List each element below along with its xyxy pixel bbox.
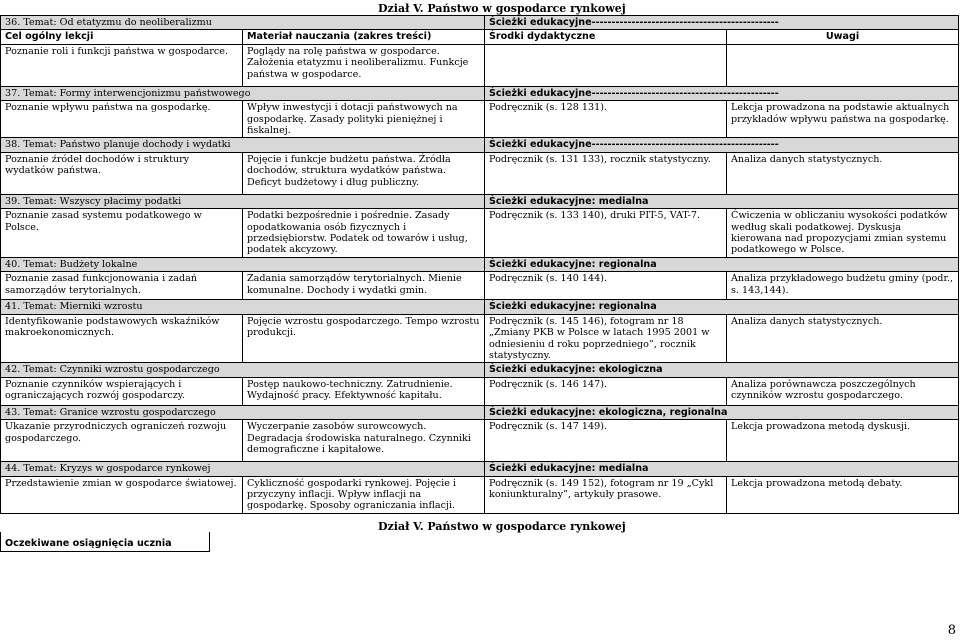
lesson-title: [1, 462, 485, 476]
lesson-notes: Analiza przykładowego budżetu gminy (podr., s. 143,144).: [727, 272, 959, 300]
education-paths: Ścieżki edukacyjne: ekologiczna: [485, 363, 959, 377]
lesson-content-row: [1, 44, 959, 86]
lesson-content-row: [1, 209, 959, 258]
lesson-notes: Ćwiczenia w obliczaniu wysokości podatków według skali podatkowej. Dyskusja kierowana nad propozycjami zmian systemu podatkowego w Polsce.: [727, 209, 959, 258]
lesson-number: 44.: [5, 463, 21, 475]
lesson-number: 42.: [5, 364, 21, 376]
section-header-top: Dział V. Państwo w gospodarce rynkowej: [378, 2, 626, 15]
lesson-topic-row: [1, 462, 959, 476]
lesson-notes: [727, 44, 959, 86]
lesson-number: 38.: [5, 139, 21, 151]
expected-outcomes-label: Oczekiwane osiągnięcia ucznia: [0, 532, 210, 552]
lesson-material: Zadania samorządów terytorialnych. Mienie komunalne. Dochody i wydatki gmin.: [243, 272, 485, 300]
lesson-notes: Analiza porównawcza poszczególnych czynników wzrostu gospodarczego.: [727, 377, 959, 405]
lesson-number: 39.: [5, 195, 21, 207]
lesson-topic-row: [1, 194, 959, 208]
lesson-number: 43.: [5, 406, 21, 418]
lesson-topic-row: [1, 16, 959, 30]
lesson-means: Podręcznik (s. 133 140), druki PIT-5, VAT-7.: [485, 209, 727, 258]
lesson-means: Podręcznik (s. 146 147).: [485, 377, 727, 405]
lesson-goal: Identyfikowanie podstawowych wskaźników makroekonomicznych.: [1, 314, 243, 363]
lesson-title: [1, 257, 485, 271]
lesson-material: Wpływ inwestycji i dotacji państwowych na gospodarkę. Zasady polityki pieniężnej i fiskalnej.: [243, 101, 485, 138]
column-header-row: [1, 30, 959, 44]
lesson-title-text: Temat: Kryzys w gospodarce rynkowej: [23, 463, 211, 475]
education-paths: Ścieżki edukacyjne: medialna: [485, 462, 959, 476]
lesson-means: Podręcznik (s. 147 149).: [485, 420, 727, 462]
lesson-means: Podręcznik (s. 140 144).: [485, 272, 727, 300]
column-header-goal: Cel ogólny lekcji: [1, 30, 243, 44]
lesson-title: [1, 194, 485, 208]
lesson-content-row: [1, 272, 959, 300]
lesson-goal: Ukazanie przyrodniczych ograniczeń rozwoju gospodarczego.: [1, 420, 243, 462]
column-header-material: Materiał nauczania (zakres treści): [243, 30, 485, 44]
lesson-title: [1, 138, 485, 152]
lesson-number: 40.: [5, 258, 21, 270]
lesson-material: Postęp naukowo-techniczny. Zatrudnienie. Wydajność pracy. Efektywność kapitału.: [243, 377, 485, 405]
lesson-material: Pojęcie wzrostu gospodarczego. Tempo wzrostu produkcji.: [243, 314, 485, 363]
lesson-goal: Poznanie wpływu państwa na gospodarkę.: [1, 101, 243, 138]
section-header-bottom: Dział V. Państwo w gospodarce rynkowej: [378, 520, 626, 533]
lesson-means: [485, 44, 727, 86]
lesson-notes: Lekcja prowadzona na podstawie aktualnych przykładów wpływu państwa na gospodarkę.: [727, 101, 959, 138]
lesson-notes: Lekcja prowadzona metodą debaty.: [727, 476, 959, 513]
lesson-title-text: Temat: Mierniki wzrostu: [23, 301, 143, 313]
lesson-plan-body: [1, 16, 959, 514]
lesson-topic-row: [1, 405, 959, 419]
lesson-topic-row: [1, 300, 959, 314]
lesson-notes: Lekcja prowadzona metodą dyskusji.: [727, 420, 959, 462]
lesson-goal: Poznanie czynników wspierających i ograniczających rozwój gospodarczy.: [1, 377, 243, 405]
lesson-title-text: Temat: Granice wzrostu gospodarczego: [23, 406, 216, 418]
lesson-content-row: [1, 420, 959, 462]
lesson-notes: Analiza danych statystycznych.: [727, 152, 959, 194]
lesson-material: Cykliczność gospodarki rynkowej. Pojęcie i przyczyny inflacji. Wpływ inflacji na gospodarkę. Sposoby ograniczania inflacji.: [243, 476, 485, 513]
lesson-number: 37.: [5, 87, 21, 99]
lesson-topic-row: [1, 363, 959, 377]
lesson-number: 36.: [5, 17, 21, 28]
education-paths: Ścieżki edukacyjne-----------------------------------------------: [485, 16, 959, 30]
lesson-topic-row: [1, 138, 959, 152]
education-paths: Ścieżki edukacyjne: medialna: [485, 194, 959, 208]
lesson-means: Podręcznik (s. 131 133), rocznik statystyczny.: [485, 152, 727, 194]
lesson-goal: Poznanie zasad funkcjonowania i zadań samorządów terytorialnych.: [1, 272, 243, 300]
lesson-title-text: Temat: Państwo planuje dochody i wydatki: [23, 139, 231, 151]
education-paths: Ścieżki edukacyjne: regionalna: [485, 300, 959, 314]
column-header-notes: Uwagi: [727, 30, 959, 44]
lesson-title: [1, 405, 485, 419]
lesson-title-text: Temat: Czynniki wzrostu gospodarczego: [23, 364, 220, 376]
lesson-material: Poglądy na rolę państwa w gospodarce. Założenia etatyzmu i neoliberalizmu. Funkcje państwa w gospodarce.: [243, 44, 485, 86]
lesson-title: [1, 86, 485, 100]
education-paths: Ścieżki edukacyjne-----------------------------------------------: [485, 138, 959, 152]
lesson-plan-table: [0, 15, 959, 514]
lesson-content-row: [1, 314, 959, 363]
lesson-title: [1, 300, 485, 314]
lesson-means: Podręcznik (s. 128 131).: [485, 101, 727, 138]
column-header-means: Środki dydaktyczne: [485, 30, 727, 44]
lesson-title-text: Temat: Od etatyzmu do neoliberalizmu: [23, 17, 212, 28]
lesson-topic-row: [1, 257, 959, 271]
lesson-content-row: [1, 377, 959, 405]
lesson-content-row: [1, 101, 959, 138]
lesson-goal: Przedstawienie zmian w gospodarce światowej.: [1, 476, 243, 513]
lesson-material: Pojęcie i funkcje budżetu państwa. Źródła dochodów, struktura wydatków państwa. Deficyt budżetowy i dług publiczny.: [243, 152, 485, 194]
lesson-title: [1, 16, 485, 30]
lesson-title: [1, 363, 485, 377]
education-paths: Ścieżki edukacyjne: regionalna: [485, 257, 959, 271]
lesson-goal: Poznanie roli i funkcji państwa w gospodarce.: [1, 44, 243, 86]
lesson-goal: Poznanie zasad systemu podatkowego w Polsce.: [1, 209, 243, 258]
page-number: 8: [947, 623, 956, 638]
education-paths: Ścieżki edukacyjne-----------------------------------------------: [485, 86, 959, 100]
lesson-title-text: Temat: Formy interwencjonizmu państwowego: [23, 87, 251, 99]
education-paths: Ścieżki edukacyjne: ekologiczna, regionalna: [485, 405, 959, 419]
lesson-title-text: Temat: Wszyscy płacimy podatki: [23, 195, 182, 207]
lesson-title-text: Temat: Budżety lokalne: [23, 258, 138, 270]
lesson-material: Podatki bezpośrednie i pośrednie. Zasady opodatkowania osób fizycznych i przedsiębiorstw. Podatek od towarów i usług, podatek akcyzowy.: [243, 209, 485, 258]
lesson-content-row: [1, 152, 959, 194]
lesson-means: Podręcznik (s. 145 146), fotogram nr 18 „Zmiany PKB w Polsce w latach 1995 2001 w odniesieniu d roku poprzedniego”, rocznik statystyczny.: [485, 314, 727, 363]
lesson-content-row: [1, 476, 959, 513]
lesson-means: Podręcznik (s. 149 152), fotogram nr 19 „Cykl koniunkturalny”, artykuły prasowe.: [485, 476, 727, 513]
lesson-topic-row: [1, 86, 959, 100]
lesson-notes: Analiza danych statystycznych.: [727, 314, 959, 363]
lesson-material: Wyczerpanie zasobów surowcowych. Degradacja środowiska naturalnego. Czynniki demograficzne i kapitałowe.: [243, 420, 485, 462]
lesson-goal: Poznanie źródeł dochodów i struktury wydatków państwa.: [1, 152, 243, 194]
lesson-number: 41.: [5, 301, 21, 313]
